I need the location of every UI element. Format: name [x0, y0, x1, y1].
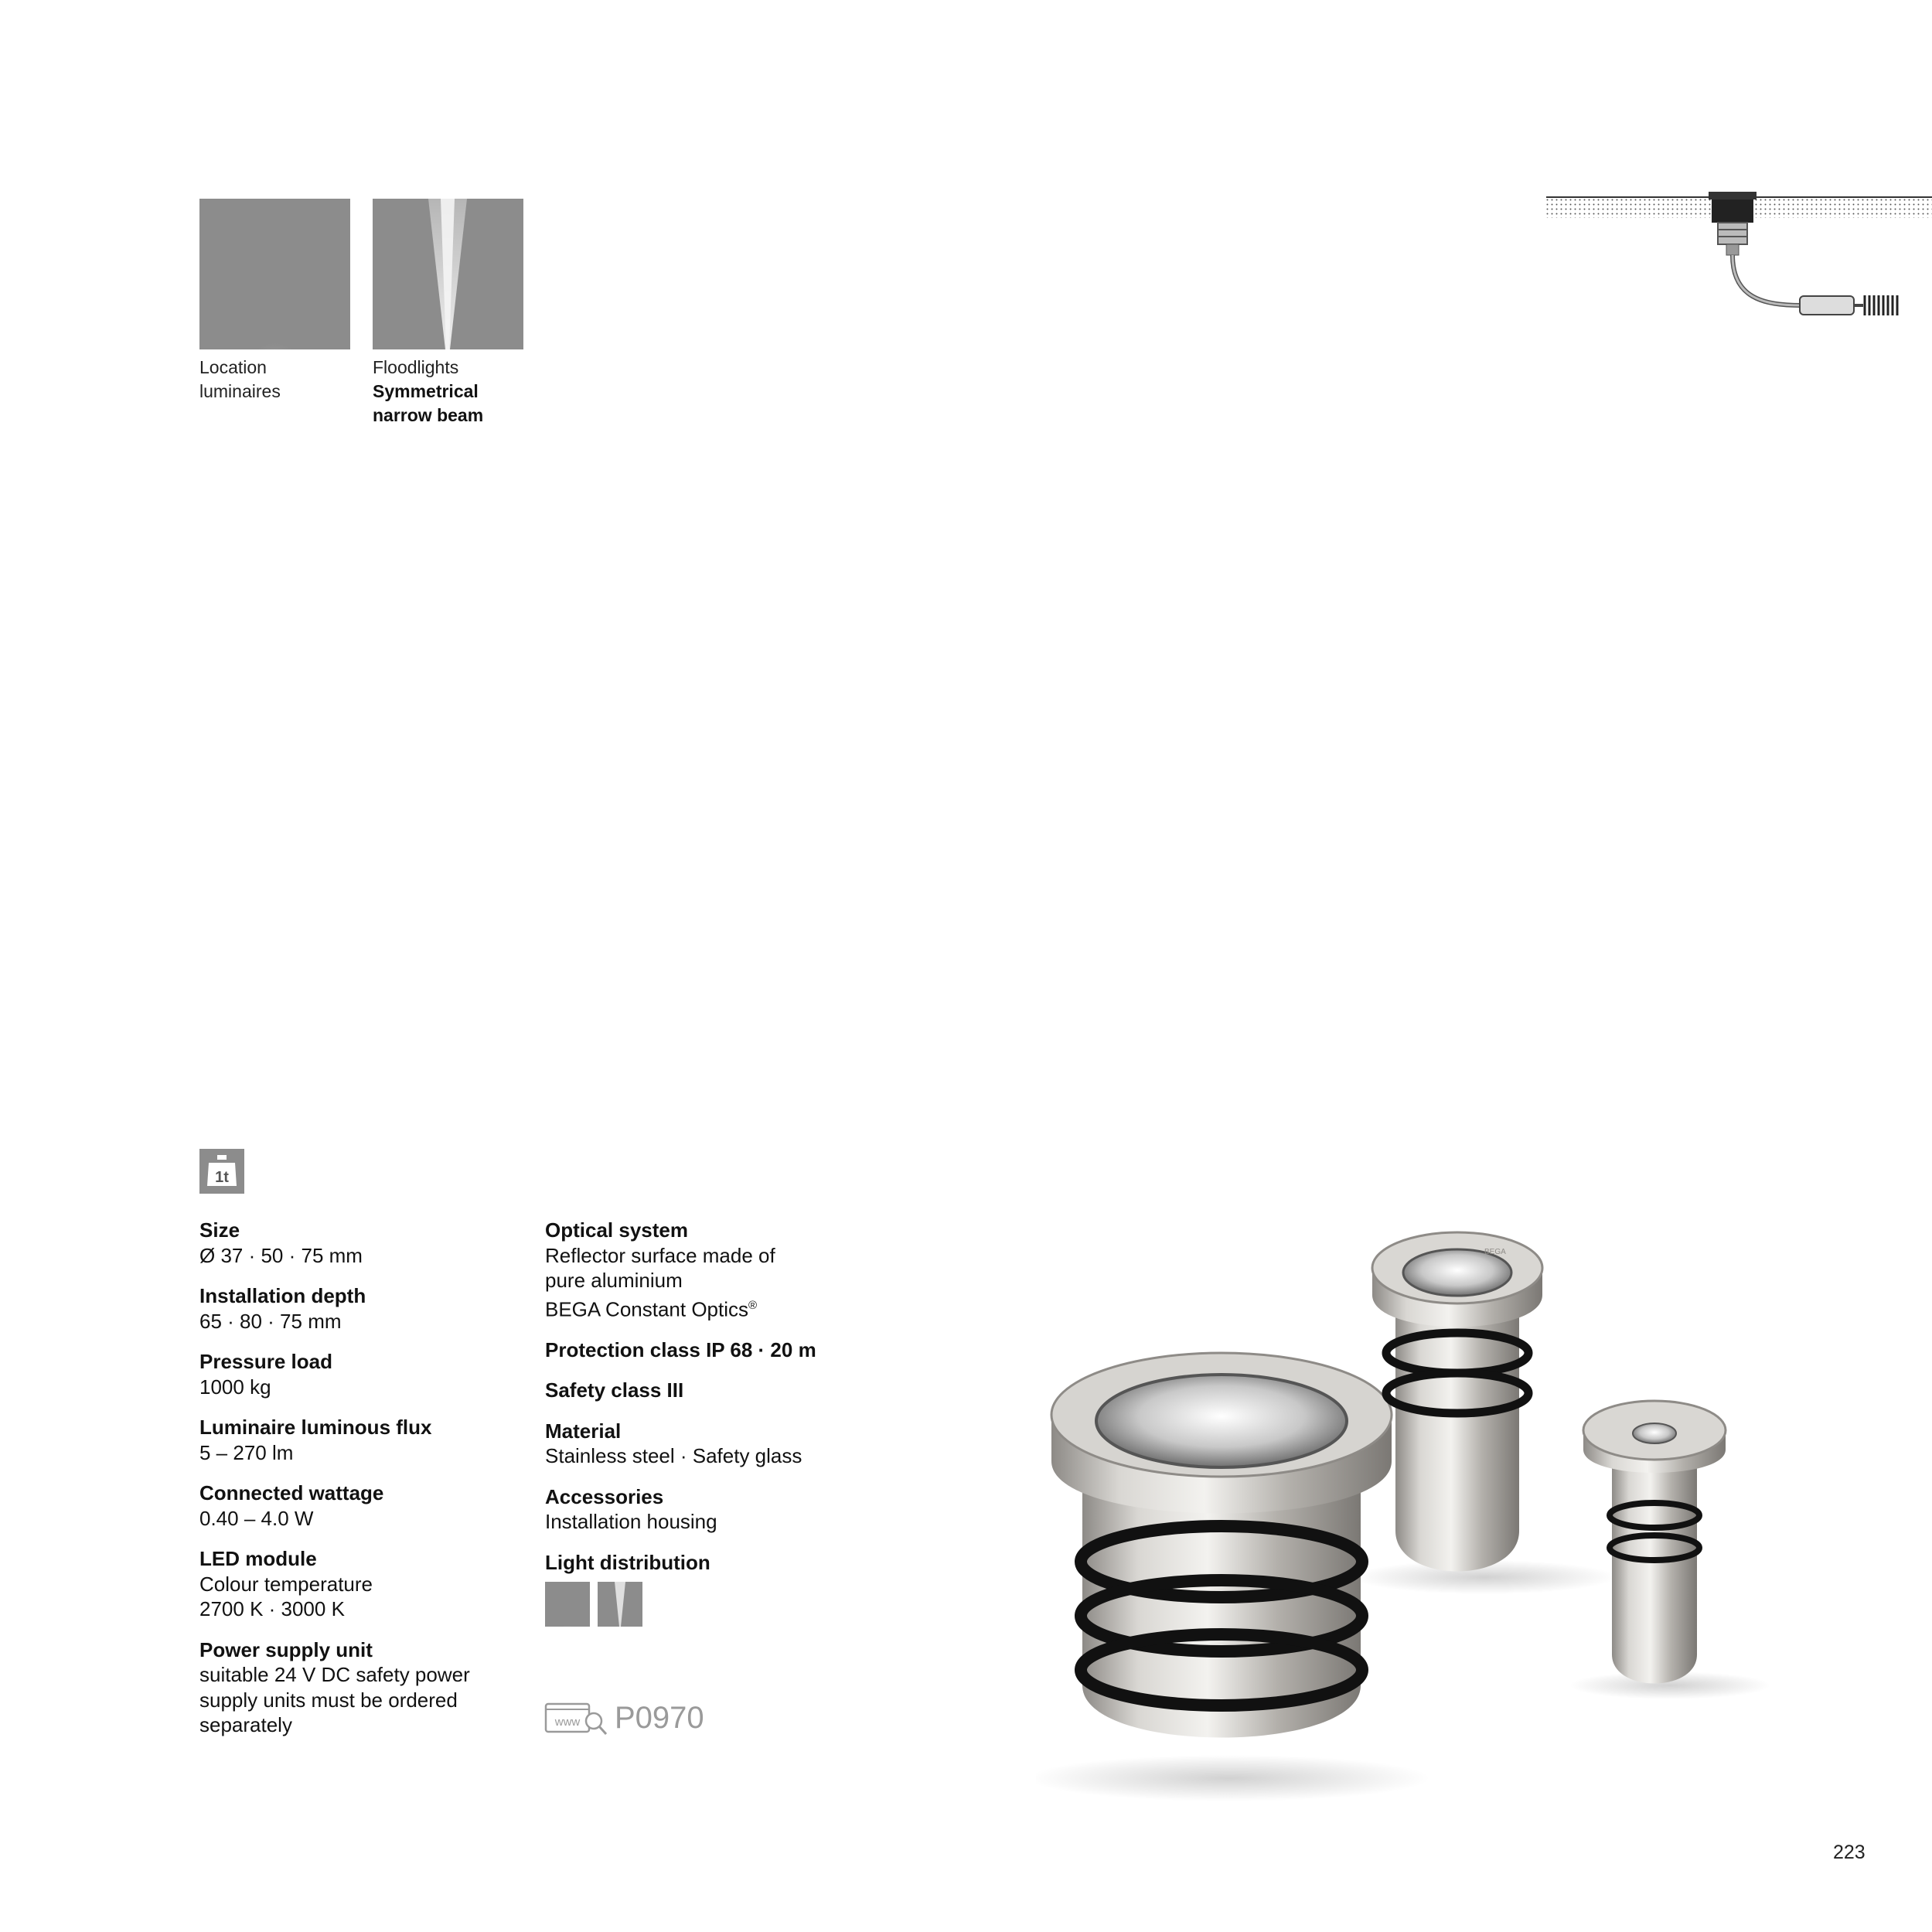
location-luminaire-tile: [199, 199, 350, 349]
spec-label: Protection class IP 68 · 20 m: [545, 1337, 816, 1361]
www-search-icon: [544, 1701, 608, 1736]
spec-value: Colour temperature 2700 K · 3000 K: [199, 1572, 373, 1620]
product-code: P0970: [615, 1701, 704, 1735]
spec-label: Pressure load: [199, 1350, 332, 1373]
spec-value: Reflector surface made of pure aluminium BEGA Constant Optics®: [545, 1243, 775, 1321]
spec-safety-class: [545, 1378, 870, 1403]
specs-right-column: [545, 1218, 870, 1590]
spec-label: LED module: [199, 1547, 317, 1570]
page-number: 223: [1833, 1842, 1866, 1863]
spec-value: 0.40 – 4.0 W: [199, 1506, 314, 1530]
spec-label: Power supply unit: [199, 1637, 373, 1661]
specs-left-column: [199, 1218, 524, 1753]
distribution-narrow-beam-tile: [598, 1582, 642, 1627]
pressure-load-badge: [199, 1149, 244, 1194]
spec-label: Safety class III: [545, 1378, 684, 1402]
spec-light-distribution: [545, 1550, 870, 1576]
spec-label: Accessories: [545, 1484, 664, 1508]
spec-label: Luminaire luminous flux: [199, 1416, 432, 1439]
svg-text:BEGA: BEGA: [1484, 1248, 1506, 1256]
spec-value: Ø 37 · 50 · 75 mm: [199, 1243, 363, 1267]
spec-label: Connected wattage: [199, 1481, 384, 1504]
spec-luminous-flux: [199, 1415, 524, 1465]
svg-text:www: www: [554, 1716, 581, 1729]
spec-label: Size: [199, 1218, 240, 1242]
floodlights-label: Floodlights Symmetrical narrow beam: [373, 357, 484, 425]
spec-material: [545, 1419, 870, 1469]
spec-label: Light distribution: [545, 1550, 710, 1574]
spec-label: Optical system: [545, 1218, 688, 1242]
spec-connected-wattage: [199, 1481, 524, 1531]
svg-text:1t: 1t: [215, 1169, 229, 1186]
spec-led-module: [199, 1546, 524, 1622]
spec-size: [199, 1218, 524, 1268]
weight-icon: [199, 1149, 244, 1194]
location-luminaires-label: Location luminaires: [199, 357, 281, 401]
distribution-location-tile: [545, 1582, 590, 1627]
location-light-icon: [199, 199, 350, 349]
spec-value: Stainless steel · Safety glass: [545, 1444, 802, 1468]
spec-label: Material: [545, 1419, 622, 1443]
spec-value: Installation housing: [545, 1510, 717, 1534]
floodlight-tile: [373, 199, 523, 349]
spec-accessories: [545, 1484, 870, 1535]
spec-label: Installation depth: [199, 1284, 366, 1307]
spec-protection-class: [545, 1337, 870, 1363]
location-light-icon: [545, 1582, 590, 1627]
spec-value: 5 – 270 lm: [199, 1440, 294, 1464]
product-photo: [1036, 1222, 1794, 1809]
narrow-beam-icon: [373, 199, 523, 349]
spec-installation-depth: [199, 1283, 524, 1334]
spec-value: 65 · 80 · 75 mm: [199, 1309, 342, 1333]
spec-pressure-load: [199, 1349, 524, 1399]
installation-diagram: [1546, 189, 1932, 329]
spec-power-supply-unit: [199, 1637, 524, 1738]
narrow-beam-icon: [598, 1582, 642, 1627]
spec-value: suitable 24 V DC safety power supply units must be ordered separately: [199, 1663, 470, 1736]
spec-value: 1000 kg: [199, 1375, 271, 1399]
spec-optical-system: [545, 1218, 870, 1322]
